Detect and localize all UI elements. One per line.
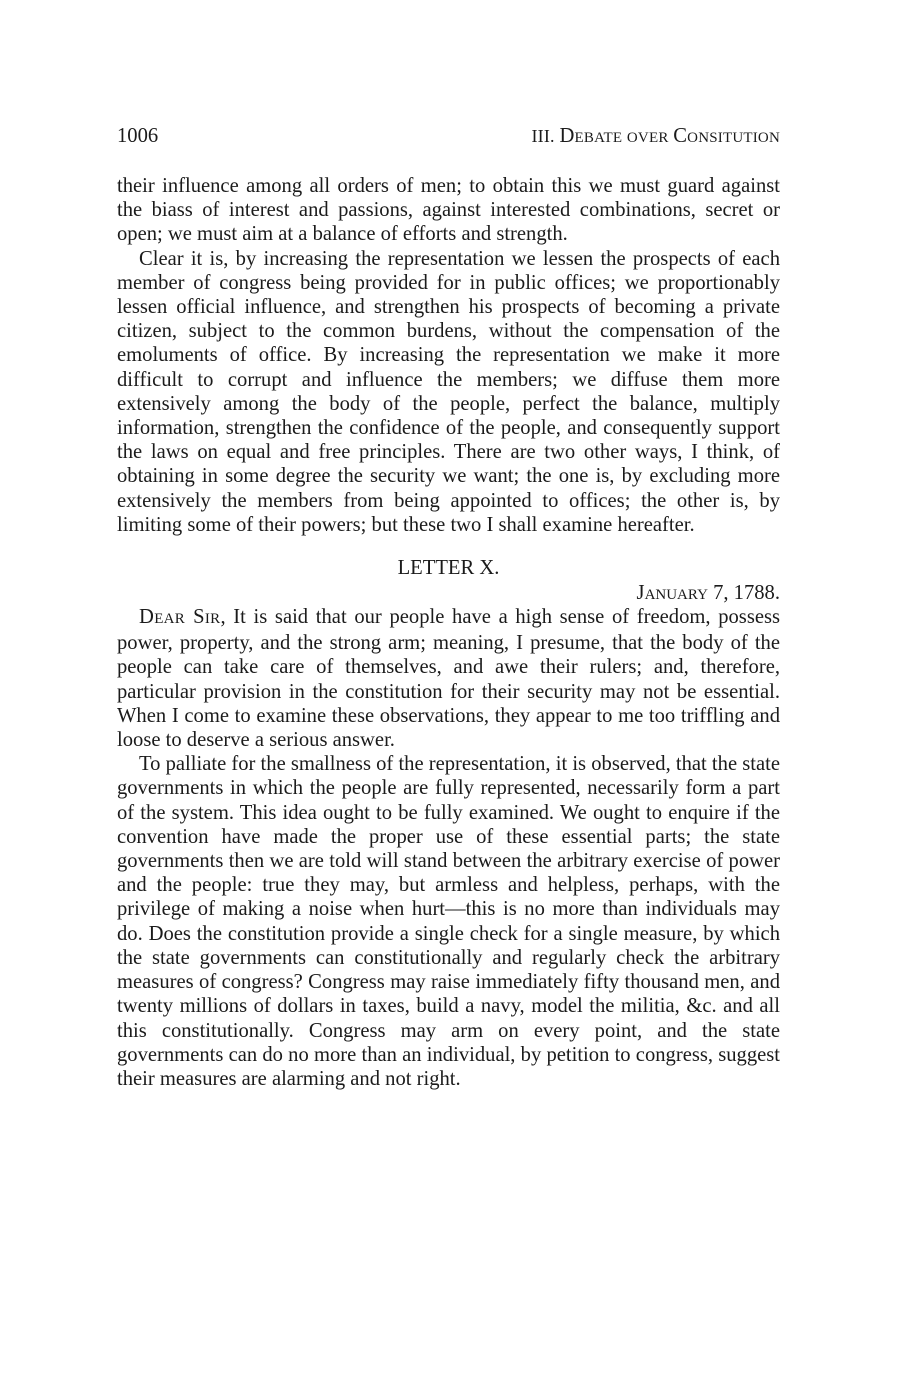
- letter-date: [117, 581, 780, 605]
- salutation-word-1-initial: D: [139, 606, 155, 629]
- date-month-rest: ANUARY: [644, 587, 708, 604]
- running-head: [117, 124, 780, 150]
- date-month-initial: J: [636, 582, 645, 605]
- section-roman: III.: [531, 126, 555, 146]
- salutation: [139, 606, 220, 628]
- paragraph-state-governments: To palliate for the smallness of the representation, it is observed, that the state governments in which the people are fully represented, necessarily form a part of the system. This idea ought to be fully examined. We ought to enquire if the convention have made the proper use of these essential parts; the state governments then we are told will stand between the arbitrary exercise of power and the people: true they may, but armless and helpless, perhaps, with the privilege of making a noise when hurt—this is no more than individuals may do. Does the constitution provide a single check for a single measure, by which the state governments can constitutionally and regularly check the arbitrary measures of congress? Congress may raise immediately fifty thousand men, and twenty millions of dollars in taxes, build a navy, model the militia, &c. and all this constitutionally. Congress may arm on every point, and the state governments can do no more than an individual, by petition to congress, suggest their measures are alarming and not right.: [117, 753, 780, 1090]
- document-page: [117, 124, 780, 1091]
- salutation-word-2-initial: S: [193, 606, 205, 629]
- paragraph-freedom-text: , It is said that our people have a high sense of freedom, possess power, property, and the strong arm; meaning, I presume, that the body of the people can take care of themselves, and awe their rulers; and, therefore, particular provision in the constitution for their security may not be essential. When I come to examine these observations, they appear to me too triffling and loose to deserve a serious answer.: [117, 606, 781, 752]
- section-word-1-initial: D: [559, 125, 575, 147]
- section-word-3-initial: C: [673, 125, 688, 147]
- section-word-2: OVER: [626, 130, 669, 146]
- paragraph-representation: Clear it is, by increasing the representation we lessen the prospects of each member of congress being provided for in public offices; we proportionably lessen official influence, and strengthen his prospects of becoming a private citizen, subject to the common burdens, without the compensation of the emoluments of office. By increasing the representation we make it more difficult to corrupt and influence the members; we diffuse them more extensively among the body of the people, perfect the balance, multiply information, strengthen the confidence of the people, and consequently support the laws on equal and free principles. There are two other ways, I think, of obtaining in some degree the security we want; the one is, by excluding more extensively the members from being appointed to offices; the other is, by limiting some of their powers; but these two I shall examine hereafter.: [117, 247, 780, 536]
- section-word-1-rest: EBATE: [574, 130, 623, 146]
- paragraph-salutation: [117, 605, 780, 752]
- date-day-year: 7, 1788.: [713, 582, 780, 605]
- page-number: 1006: [117, 125, 159, 147]
- section-title: [531, 124, 780, 150]
- section-word-3-rest: ONSITUTION: [687, 130, 780, 146]
- salutation-word-1-rest: EAR: [154, 611, 186, 628]
- salutation-word-2-rest: IR: [204, 611, 221, 628]
- letter-heading: LETTER X.: [397, 557, 500, 580]
- paragraph-continuation: their influence among all orders of men; to obtain this we must guard against the biass of interest and passions, against interested combinations, secret or open; we must aim at a balance of efforts and strength.: [117, 175, 780, 246]
